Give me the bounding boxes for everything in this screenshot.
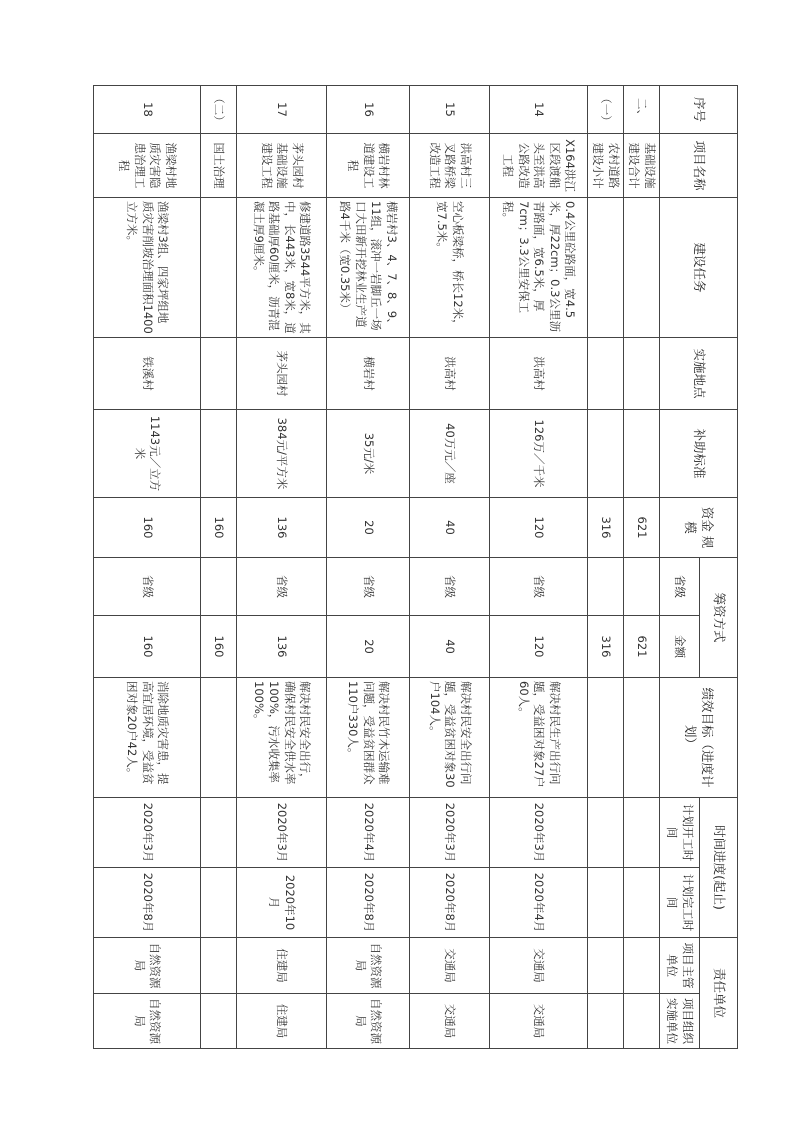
cell-scale: 160: [200, 498, 236, 558]
cell-start: [200, 798, 236, 868]
cell-name: 国土治理: [200, 134, 236, 198]
cell-scale: 120: [489, 498, 587, 558]
cell-manager: [587, 938, 623, 994]
cell-subsidy: 35元/米: [326, 410, 409, 498]
cell-seq: 15: [409, 86, 489, 134]
cell-task: 横岩村3、4、7、8、9、11组，滚冲一岩脚丘一场口大田新开挖林业生产道路4千米（宽0.35米）: [326, 198, 409, 338]
col-location: 实施地点: [660, 338, 738, 410]
cell-scale: 20: [326, 498, 409, 558]
cell-goal: [623, 678, 659, 798]
cell-task: [200, 198, 236, 338]
cell-location: 洪高村: [409, 338, 489, 410]
cell-seq: （一）: [587, 86, 623, 134]
cell-task: 0.4公里砼路面，宽4.5米，厚22cm；0.3公里沥青路面，宽6.5米，厚7cm；3.3公里安保工程。: [489, 198, 587, 338]
table-row: [326, 86, 409, 1049]
col-implementer: 项目组织实施单位: [660, 994, 700, 1049]
cell-amount: 136: [236, 616, 326, 678]
cell-manager: 自然资源局: [326, 938, 409, 994]
cell-goal: 解决村民生产出行问题，受益困对象27户60人。: [489, 678, 587, 798]
table-row: [587, 86, 623, 1049]
cell-end: [623, 868, 659, 938]
table-row: [236, 86, 326, 1049]
cell-implementer: 交通局: [409, 994, 489, 1049]
cell-implementer: [587, 994, 623, 1049]
cell-subsidy: 1143元／立方米: [93, 410, 200, 498]
cell-name: 基础设施建设合计: [623, 134, 659, 198]
cell-amount: 160: [93, 616, 200, 678]
cell-name: 渔梁村地质灾害隐患治理工程: [93, 134, 200, 198]
cell-level: [587, 558, 623, 616]
col-task: 建设任务: [660, 198, 738, 338]
cell-subsidy: 384元/平方米: [236, 410, 326, 498]
cell-start: 2020年3月: [409, 798, 489, 868]
col-fin-level: 省级: [660, 558, 700, 616]
cell-end: 2020年10月: [236, 868, 326, 938]
cell-task: 空心板梁桥，桥长12米，宽7.5米。: [409, 198, 489, 338]
col-manager: 项目主管单位: [660, 938, 700, 994]
cell-level: 省级: [409, 558, 489, 616]
cell-start: [587, 798, 623, 868]
cell-goal: 消除地质灾害患，提高宜居环境，受益贫困对象20户42人。: [93, 678, 200, 798]
table-row: [623, 86, 659, 1049]
cell-scale: 621: [623, 498, 659, 558]
col-schedule: 时间进度(起止): [700, 798, 738, 938]
cell-end: 2020年8月: [326, 868, 409, 938]
col-fin-amount: 金额: [660, 616, 700, 678]
cell-amount: 621: [623, 616, 659, 678]
cell-scale: 316: [587, 498, 623, 558]
cell-implementer: 住建局: [236, 994, 326, 1049]
cell-manager: 住建局: [236, 938, 326, 994]
table-row: [409, 86, 489, 1049]
cell-seq: 二、: [623, 86, 659, 134]
cell-task: 渔梁村3组、四家坪组地质灾害削坡治理面积1400立方米。: [93, 198, 200, 338]
cell-location: 铁溪村: [93, 338, 200, 410]
cell-seq: 17: [236, 86, 326, 134]
cell-seq: （二）: [200, 86, 236, 134]
col-subsidy: 补助标准: [660, 410, 738, 498]
rotated-table-wrapper: [101, 85, 738, 1048]
col-seq: 序号: [660, 86, 738, 134]
header-row-1: [700, 86, 738, 1049]
cell-location: [200, 338, 236, 410]
cell-manager: [623, 938, 659, 994]
cell-end: [587, 868, 623, 938]
cell-start: 2020年3月: [236, 798, 326, 868]
cell-scale: 160: [93, 498, 200, 558]
cell-subsidy: [200, 410, 236, 498]
cell-implementer: [200, 994, 236, 1049]
cell-subsidy: [587, 410, 623, 498]
cell-goal: 解决村民竹木运输难问题，受益贫困群众110户330人。: [326, 678, 409, 798]
cell-location: [623, 338, 659, 410]
col-end: 计划完工时间: [660, 868, 700, 938]
cell-seq: 14: [489, 86, 587, 134]
cell-manager: 交通局: [409, 938, 489, 994]
cell-start: [623, 798, 659, 868]
cell-task: [623, 198, 659, 338]
cell-manager: [200, 938, 236, 994]
cell-implementer: 交通局: [489, 994, 587, 1049]
cell-implementer: 自然资源局: [326, 994, 409, 1049]
cell-amount: 40: [409, 616, 489, 678]
cell-amount: 160: [200, 616, 236, 678]
col-start: 计划开工时间: [660, 798, 700, 868]
cell-task: [587, 198, 623, 338]
cell-location: 茅头园村: [236, 338, 326, 410]
cell-goal: [200, 678, 236, 798]
cell-name: 茅头园村基础设施建设工程: [236, 134, 326, 198]
col-performance: 绩效目标（进度计划）: [660, 678, 738, 798]
cell-task: 修建道路3544平方米，其中，长443米，宽8米，道路基础厚60厘米，沥青混凝土厚9厘米。: [236, 198, 326, 338]
cell-goal: 解决村民安全出行问题，受益贫困对象30户104人。: [409, 678, 489, 798]
cell-end: 2020年4月: [489, 868, 587, 938]
cell-start: 2020年4月: [326, 798, 409, 868]
cell-implementer: [623, 994, 659, 1049]
table-row: [489, 86, 587, 1049]
cell-end: 2020年8月: [409, 868, 489, 938]
cell-name: 洪高村三叉路桥梁改造工程: [409, 134, 489, 198]
cell-amount: 20: [326, 616, 409, 678]
col-fund-scale: 资金 规模: [660, 498, 738, 558]
cell-seq: 18: [93, 86, 200, 134]
cell-subsidy: [623, 410, 659, 498]
cell-name: 横岩村林道建设工程: [326, 134, 409, 198]
project-table: [93, 85, 738, 1049]
cell-amount: 120: [489, 616, 587, 678]
cell-manager: 交通局: [489, 938, 587, 994]
cell-level: 省级: [326, 558, 409, 616]
cell-location: [587, 338, 623, 410]
table-row: [200, 86, 236, 1049]
cell-level: [200, 558, 236, 616]
cell-start: 2020年3月: [489, 798, 587, 868]
cell-subsidy: 126万／千米: [489, 410, 587, 498]
cell-scale: 136: [236, 498, 326, 558]
col-financing: 筹资方式: [700, 558, 738, 678]
cell-level: [623, 558, 659, 616]
table-row: [93, 86, 200, 1049]
cell-goal: [587, 678, 623, 798]
cell-start: 2020年3月: [93, 798, 200, 868]
cell-name: X164洪江区段渡船头至洪高公路改造工程: [489, 134, 587, 198]
cell-goal: 解决村民安全出行，确保村民安全供水率100%，污水收集率100%。: [236, 678, 326, 798]
cell-location: 洪高村: [489, 338, 587, 410]
cell-amount: 316: [587, 616, 623, 678]
cell-name: 农村道路建设小计: [587, 134, 623, 198]
cell-level: 省级: [489, 558, 587, 616]
cell-scale: 40: [409, 498, 489, 558]
cell-level: 省级: [236, 558, 326, 616]
cell-end: [200, 868, 236, 938]
cell-manager: 自然资源局: [93, 938, 200, 994]
cell-end: 2020年8月: [93, 868, 200, 938]
cell-seq: 16: [326, 86, 409, 134]
cell-implementer: 自然资源局: [93, 994, 200, 1049]
col-project-name: 项目名称: [660, 134, 738, 198]
cell-level: 省级: [93, 558, 200, 616]
col-responsible: 责任单位: [700, 938, 738, 1049]
cell-location: 横岩村: [326, 338, 409, 410]
cell-subsidy: 40万元／座: [409, 410, 489, 498]
